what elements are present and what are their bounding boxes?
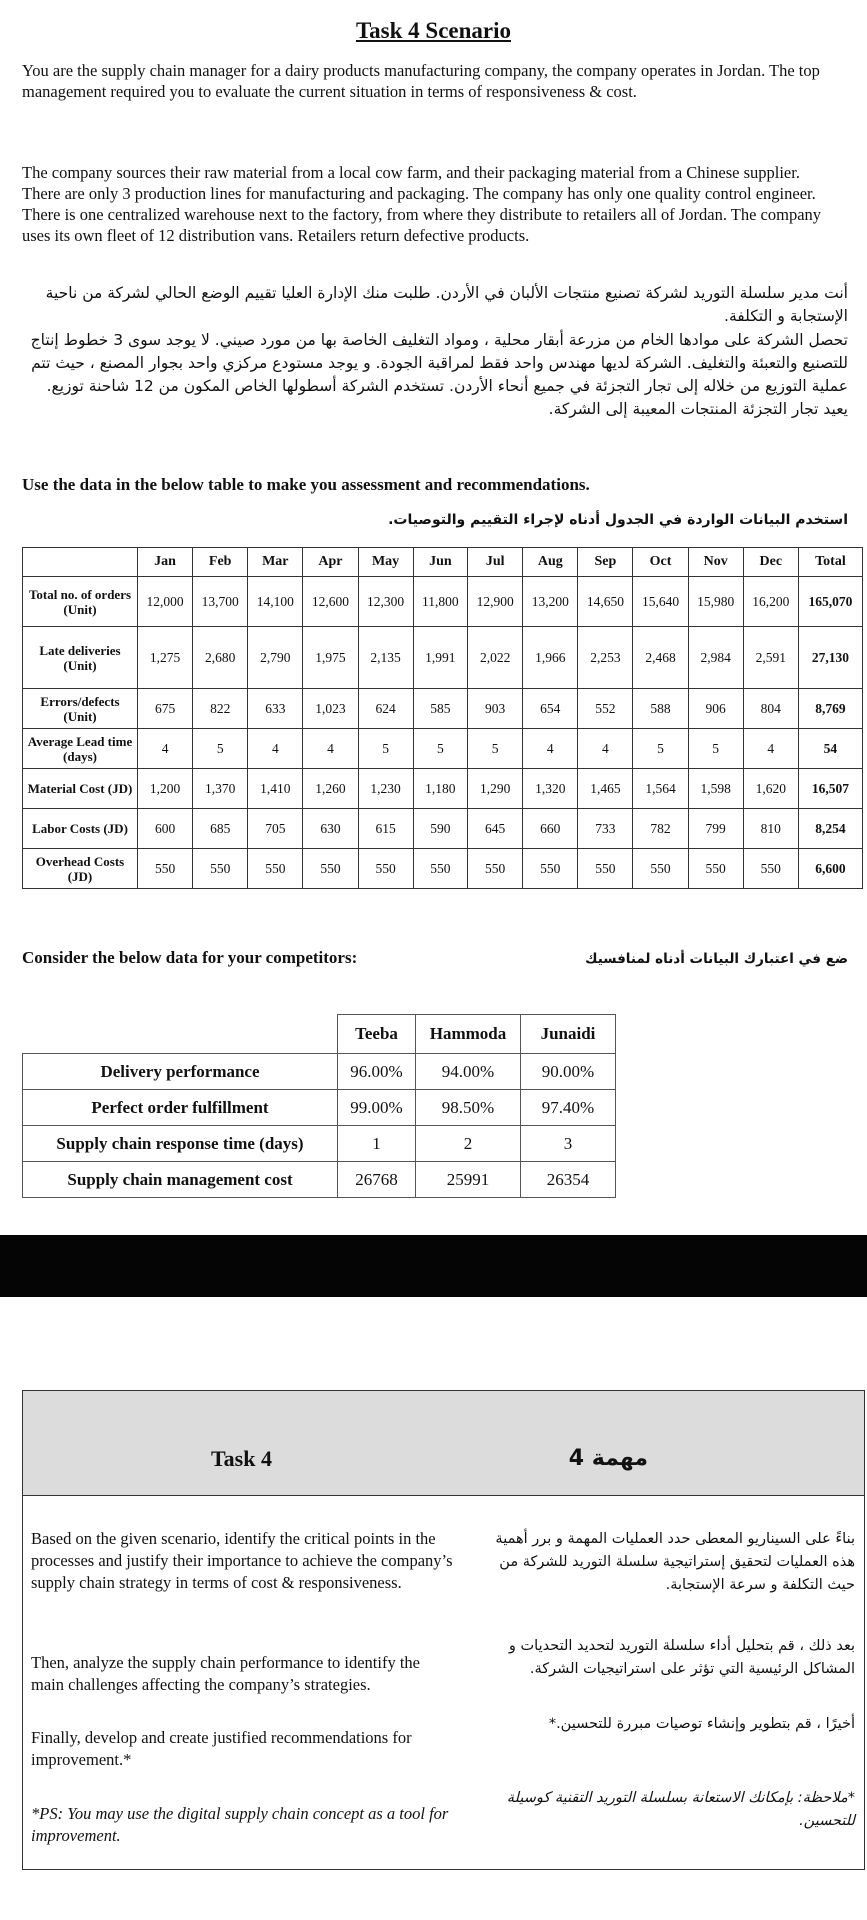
table-cell: 1,620 — [743, 769, 798, 809]
table-cell: 550 — [358, 849, 413, 889]
comp-row — [23, 1162, 616, 1198]
table-cell: 1,180 — [413, 769, 467, 809]
header-total: Total — [798, 548, 862, 577]
page-title: Task 4 Scenario — [355, 18, 512, 43]
row-label: Average Lead time (days) — [23, 729, 138, 769]
comp-header-teeba: Teeba — [338, 1015, 416, 1054]
comp-cell: 94.00% — [416, 1054, 521, 1090]
table-cell: 4 — [248, 729, 303, 769]
table-cell: 4 — [743, 729, 798, 769]
table-cell: 13,700 — [193, 577, 248, 627]
total-cell: 165,070 — [798, 577, 862, 627]
comp-cell: 26354 — [521, 1162, 616, 1198]
table-cell: 660 — [523, 809, 578, 849]
header-month: Dec — [743, 548, 798, 577]
table-cell: 903 — [468, 689, 523, 729]
comp-header-row — [23, 1015, 616, 1054]
table-cell: 550 — [468, 849, 523, 889]
table-cell: 550 — [578, 849, 633, 889]
comp-cell: 90.00% — [521, 1054, 616, 1090]
table-cell: 15,640 — [633, 577, 688, 627]
table-row — [23, 577, 863, 627]
table-heading-en: Use the data in the below table to make you assessment and recommendations. — [22, 475, 590, 494]
table-cell: 804 — [743, 689, 798, 729]
table-cell: 2,790 — [248, 627, 303, 689]
header-month: Mar — [248, 548, 303, 577]
table-cell: 16,200 — [743, 577, 798, 627]
task-step-3-ar: أخيرًا ، قم بتطوير وإنشاء توصيات مبررة للتحسين.* — [548, 1716, 855, 1732]
total-cell: 27,130 — [798, 627, 862, 689]
table-cell: 2,591 — [743, 627, 798, 689]
table-cell: 5 — [468, 729, 523, 769]
comp-cell: 2 — [416, 1126, 521, 1162]
table-cell: 645 — [468, 809, 523, 849]
table-cell: 5 — [413, 729, 467, 769]
header-corner — [23, 548, 138, 577]
table-cell: 615 — [358, 809, 413, 849]
comp-row-label: Supply chain management cost — [23, 1162, 338, 1198]
table-cell: 1,991 — [413, 627, 467, 689]
operations-table — [22, 547, 863, 889]
comp-cell: 97.40% — [521, 1090, 616, 1126]
table-cell: 1,260 — [303, 769, 358, 809]
task-ps-en: *PS: You may use the digital supply chain concept as a tool for improvement. — [31, 1804, 449, 1845]
total-cell: 16,507 — [798, 769, 862, 809]
table-cell: 5 — [633, 729, 688, 769]
table-cell: 12,600 — [303, 577, 358, 627]
table-row — [23, 809, 863, 849]
comp-row-label: Delivery performance — [23, 1054, 338, 1090]
task-title-ar: مهمة 4 — [568, 1446, 648, 1471]
competitors-heading-ar: ضع في اعتبارك البيانات أدناه لمنافسيك — [585, 951, 848, 967]
table-cell: 2,984 — [688, 627, 743, 689]
intro-paragraph-ar-1: أنت مدير سلسلة التوريد لشركة تصنيع منتجات الألبان في الأردن. طلبت منك الإدارة العليا تقييم الوضع الحالي لشركة من ناحية الإستجابة و التكلفة. — [45, 284, 848, 325]
table-cell: 550 — [633, 849, 688, 889]
table-cell: 4 — [138, 729, 193, 769]
row-label: Material Cost (JD) — [23, 769, 138, 809]
comp-cell: 1 — [338, 1126, 416, 1162]
table-cell: 799 — [688, 809, 743, 849]
table-cell: 1,290 — [468, 769, 523, 809]
comp-row-label: Supply chain response time (days) — [23, 1126, 338, 1162]
table-cell: 633 — [248, 689, 303, 729]
table-cell: 11,800 — [413, 577, 467, 627]
table-cell: 12,900 — [468, 577, 523, 627]
table-cell: 5 — [688, 729, 743, 769]
table-cell: 12,000 — [138, 577, 193, 627]
header-month: Oct — [633, 548, 688, 577]
table-cell: 550 — [743, 849, 798, 889]
table-cell: 590 — [413, 809, 467, 849]
header-month: Apr — [303, 548, 358, 577]
table-cell: 550 — [523, 849, 578, 889]
table-cell: 810 — [743, 809, 798, 849]
row-label: Overhead Costs (JD) — [23, 849, 138, 889]
table-header-row — [23, 548, 863, 577]
table-row — [23, 729, 863, 769]
table-cell: 1,975 — [303, 627, 358, 689]
intro-paragraph-ar-2: تحصل الشركة على موادها الخام من مزرعة أبقار محلية ، ومواد التغليف الخاصة بها من مورد صيني. لا يوجد سوى 3 خطوط إنتاج للتصنيع والتعبئة والتغليف. الشركة لديها مهندس واحد فقط لمراقبة الجودة. و يوجد مستودع مركزي واحد بجوار المصنع ، حيث تتم عملية التوزيع من خلاله إلى تجار التجزئة في جميع أنحاء الأردن. تستخدم الشركة أسطولها الخاص المكون من 12 شاحنة توزيع. يعيد تجار التجزئة المنتجات المعيبة إلى الشركة. — [30, 331, 848, 418]
comp-row — [23, 1126, 616, 1162]
row-label: Total no. of orders (Unit) — [23, 577, 138, 627]
table-cell: 1,370 — [193, 769, 248, 809]
table-cell: 654 — [523, 689, 578, 729]
table-cell: 14,650 — [578, 577, 633, 627]
table-cell: 685 — [193, 809, 248, 849]
row-label: Errors/defects (Unit) — [23, 689, 138, 729]
task-header — [23, 1391, 864, 1496]
table-cell: 600 — [138, 809, 193, 849]
table-row — [23, 849, 863, 889]
header-month: Jan — [138, 548, 193, 577]
comp-row-label: Perfect order fulfillment — [23, 1090, 338, 1126]
comp-cell: 96.00% — [338, 1054, 416, 1090]
task-title-en: Task 4 — [211, 1446, 272, 1471]
header-month: May — [358, 548, 413, 577]
table-cell: 2,253 — [578, 627, 633, 689]
table-heading-ar: استخدم البيانات الواردة في الجدول أدناه لإجراء التقييم والتوصيات. — [388, 512, 848, 528]
header-month: Jul — [468, 548, 523, 577]
total-cell: 8,769 — [798, 689, 862, 729]
comp-cell: 25991 — [416, 1162, 521, 1198]
task-step-3-en: Finally, develop and create justified recommendations for improvement.* — [31, 1728, 412, 1769]
header-month: Sep — [578, 548, 633, 577]
intro-paragraph-en-2: The company sources their raw material from a local cow farm, and their packaging material from a Chinese supplier. There are only 3 production lines for manufacturing and packaging. The company has only one quality control engineer. There is one centralized warehouse next to the factory, from where they distribute to retailers all of Jordan. The company uses its own fleet of 12 distribution vans. Retailers return defective products. — [22, 163, 822, 245]
table-cell: 550 — [303, 849, 358, 889]
table-cell: 2,135 — [358, 627, 413, 689]
task-ps-ar: *ملاحظة: بإمكانك الاستعانة بسلسلة التوريد التقنية كوسيلة للتحسين. — [506, 1790, 855, 1829]
table-cell: 2,022 — [468, 627, 523, 689]
table-cell: 1,465 — [578, 769, 633, 809]
table-cell: 2,680 — [193, 627, 248, 689]
table-cell: 1,966 — [523, 627, 578, 689]
comp-row — [23, 1090, 616, 1126]
table-cell: 1,410 — [248, 769, 303, 809]
task-step-1-en: Based on the given scenario, identify the critical points in the processes and justify their importance to achieve the company’s supply chain strategy in terms of cost & responsiveness. — [31, 1529, 453, 1592]
table-row — [23, 627, 863, 689]
table-cell: 822 — [193, 689, 248, 729]
table-cell: 5 — [358, 729, 413, 769]
header-month: Feb — [193, 548, 248, 577]
table-cell: 550 — [138, 849, 193, 889]
table-cell: 1,275 — [138, 627, 193, 689]
table-cell: 550 — [413, 849, 467, 889]
table-cell: 1,598 — [688, 769, 743, 809]
table-cell: 550 — [248, 849, 303, 889]
comp-row — [23, 1054, 616, 1090]
table-cell: 675 — [138, 689, 193, 729]
table-cell: 782 — [633, 809, 688, 849]
header-month: Jun — [413, 548, 467, 577]
table-cell: 14,100 — [248, 577, 303, 627]
task-step-2-ar: بعد ذلك ، قم بتحليل أداء سلسلة التوريد لتحديد التحديات و المشاكل الرئيسية التي تؤثر على استراتيجيات الشركة. — [508, 1638, 855, 1677]
total-cell: 8,254 — [798, 809, 862, 849]
header-month: Nov — [688, 548, 743, 577]
total-cell: 54 — [798, 729, 862, 769]
table-row — [23, 769, 863, 809]
competitors-table — [22, 1014, 616, 1198]
table-cell: 1,023 — [303, 689, 358, 729]
table-cell: 624 — [358, 689, 413, 729]
row-label: Late deliveries (Unit) — [23, 627, 138, 689]
row-label: Labor Costs (JD) — [23, 809, 138, 849]
table-cell: 588 — [633, 689, 688, 729]
intro-paragraph-en-1: You are the supply chain manager for a dairy products manufacturing company, the company operates in Jordan. The top management required you to evaluate the current situation in terms of responsiveness & cost. — [22, 61, 820, 101]
task-step-1-ar: بناءً على السيناريو المعطى حدد العمليات المهمة و برر أهمية هذه العمليات لتحقيق إستراتيجية سلسلة التوريد للشركة من حيث التكلفة و سرعة الإستجابة. — [495, 1531, 855, 1593]
comp-cell: 99.00% — [338, 1090, 416, 1126]
table-cell: 906 — [688, 689, 743, 729]
table-cell: 630 — [303, 809, 358, 849]
table-cell: 5 — [193, 729, 248, 769]
comp-cell: 98.50% — [416, 1090, 521, 1126]
competitors-heading-en: Consider the below data for your competitors: — [22, 948, 358, 967]
total-cell: 6,600 — [798, 849, 862, 889]
table-cell: 1,320 — [523, 769, 578, 809]
table-cell: 550 — [688, 849, 743, 889]
table-cell: 550 — [193, 849, 248, 889]
table-cell: 705 — [248, 809, 303, 849]
table-row — [23, 689, 863, 729]
table-cell: 733 — [578, 809, 633, 849]
table-cell: 2,468 — [633, 627, 688, 689]
table-cell: 12,300 — [358, 577, 413, 627]
comp-header-hammoda: Hammoda — [416, 1015, 521, 1054]
comp-header-corner — [23, 1015, 338, 1054]
task-box — [22, 1390, 865, 1870]
table-cell: 1,200 — [138, 769, 193, 809]
comp-header-junaidi: Junaidi — [521, 1015, 616, 1054]
table-cell: 15,980 — [688, 577, 743, 627]
table-cell: 13,200 — [523, 577, 578, 627]
table-cell: 1,230 — [358, 769, 413, 809]
table-cell: 4 — [578, 729, 633, 769]
table-cell: 4 — [523, 729, 578, 769]
black-divider-bar — [0, 1235, 867, 1297]
table-cell: 585 — [413, 689, 467, 729]
comp-cell: 3 — [521, 1126, 616, 1162]
table-cell: 1,564 — [633, 769, 688, 809]
task-step-2-en: Then, analyze the supply chain performance to identify the main challenges affecting the company’s strategies. — [31, 1653, 420, 1694]
comp-cell: 26768 — [338, 1162, 416, 1198]
table-cell: 4 — [303, 729, 358, 769]
table-cell: 552 — [578, 689, 633, 729]
header-month: Aug — [523, 548, 578, 577]
